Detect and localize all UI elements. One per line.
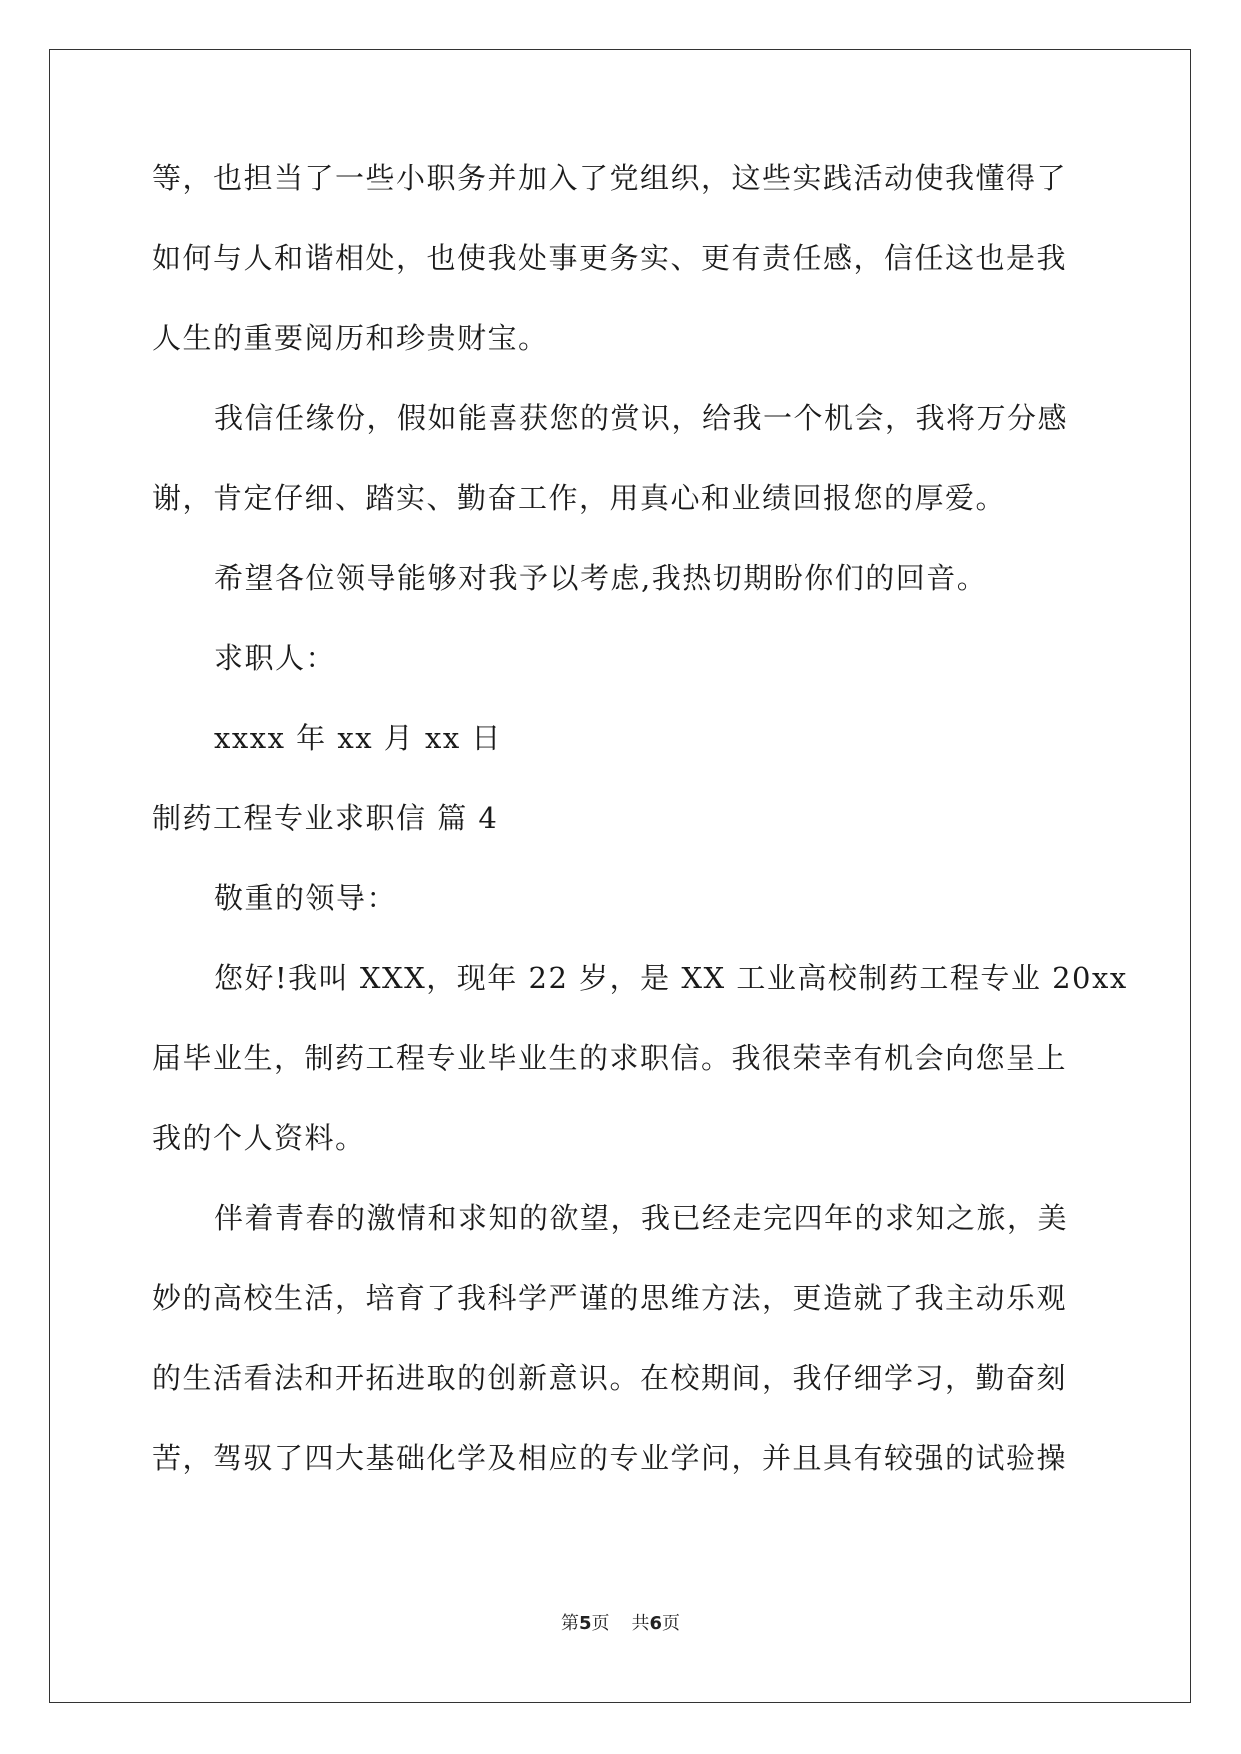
- footer-page-unit: 页: [591, 1613, 610, 1634]
- text-line: 伴着青春的激情和求知的欲望，我已经走完四年的求知之旅，美: [214, 1201, 1069, 1235]
- current-page-number: 5: [578, 1613, 592, 1634]
- footer-total-prefix: 共: [631, 1613, 650, 1634]
- footer-prefix: 第: [560, 1613, 579, 1634]
- text-line: 届毕业生，制药工程专业毕业生的求职信。我很荣幸有机会向您呈上: [152, 1041, 1068, 1075]
- text-line: 等，也担当了一些小职务并加入了党组织，这些实践活动使我懂得了: [152, 161, 1068, 195]
- text-line: 谢，肯定仔细、踏实、勤奋工作，用真心和业绩回报您的厚爱。: [152, 481, 1007, 515]
- text-line: 如何与人和谐相处，也使我处事更务实、更有责任感，信任这也是我: [152, 241, 1068, 275]
- date-line: xxxx 年 xx 月 xx 日: [214, 721, 502, 755]
- text-line: 我信任缘份，假如能喜获您的赏识，给我一个机会，我将万分感: [214, 401, 1069, 435]
- page-footer: [0, 1612, 1241, 1636]
- signer-label: 求职人：: [214, 641, 337, 675]
- text-line: 您好!我叫 XXX，现年 22 岁，是 XX 工业高校制药工程专业 20xx: [214, 961, 1128, 995]
- section-heading: 制药工程专业求职信 篇 4: [152, 801, 499, 835]
- footer-total-unit: 页: [662, 1613, 681, 1634]
- text-line: 希望各位领导能够对我予以考虑,我热切期盼你们的回音。: [214, 561, 988, 595]
- total-page-number: 6: [649, 1613, 663, 1634]
- text-line: 苦，驾驭了四大基础化学及相应的专业学问，并且具有较强的试验操: [152, 1441, 1068, 1475]
- text-line: 我的个人资料。: [152, 1121, 366, 1155]
- text-line: 的生活看法和开拓进取的创新意识。在校期间，我仔细学习，勤奋刻: [152, 1361, 1068, 1395]
- text-line: 妙的高校生活，培育了我科学严谨的思维方法，更造就了我主动乐观: [152, 1281, 1068, 1315]
- text-line: 人生的重要阅历和珍贵财宝。: [152, 321, 549, 355]
- salutation: 敬重的领导：: [214, 881, 398, 915]
